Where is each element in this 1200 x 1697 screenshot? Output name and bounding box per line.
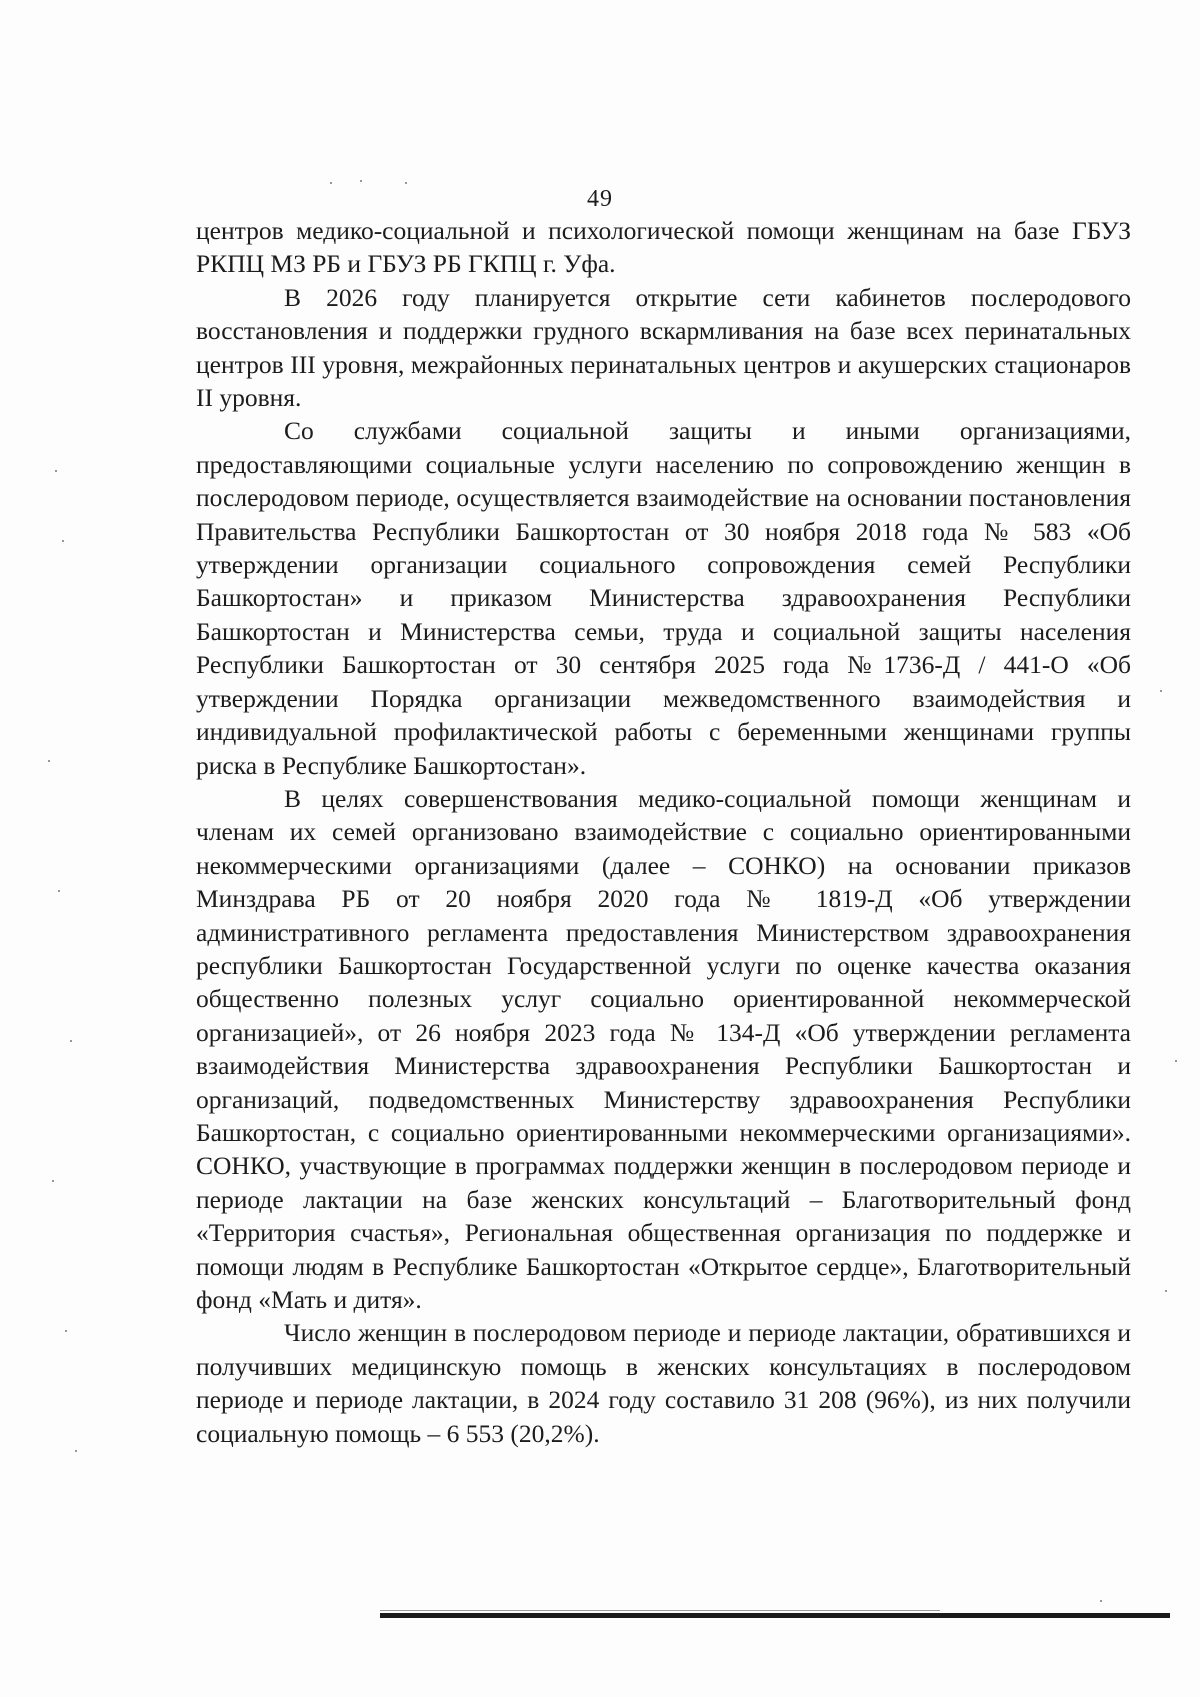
scan-speck [75, 1450, 77, 1452]
document-body [196, 214, 1131, 1450]
scan-speck [58, 890, 60, 892]
scan-speck [48, 760, 50, 762]
paragraph: В целях совершенствования медико-социальной помощи женщинам и членам их семей организовано взаимодействие с социально ориентированными некоммерческими организациями (далее – СОНКО) на основании приказов Минздрава РБ от 20 ноября 2020 года № 1819-Д «Об утверждении административного регламента предоставления Министерством здравоохранения республики Башкортостан Государственной услуги по оценке качества оказания общественно полезных услуг социально ориентированной некоммерческой организацией», от 26 ноября 2023 года № 134-Д «Об утверждении регламента взаимодействия Министерства здравоохранения Республики Башкортостан и организаций, подведомственных Министерству здравоохранения Республики Башкортостан, с социально ориентированными некоммерческими организациями». СОНКО, участвующие в программах поддержки женщин в послеродовом периоде и периоде лактации на базе женских консультаций – Благотворительный фонд «Территория счастья», Региональная общественная организация по поддержке и помощи людям в Республике Башкортостан «Открытое сердце», Благотворительный фонд «Мать и дитя». [196, 783, 1131, 1314]
bottom-rule [380, 1613, 1170, 1618]
paragraph: Число женщин в послеродовом периоде и периоде лактации, обратившихся и получивших медицинскую помощь в женских консультациях в послеродовом периоде и периоде лактации, в 2024 году составило 31 208 (96%), из них получили социальную помощь – 6 553 (20,2%). [196, 1318, 1131, 1448]
scan-speck [1175, 1060, 1177, 1062]
paragraph: Со службами социальной защиты и иными организациями, предоставляющими социальные услуги населению по сопровождению женщин в послеродовом периоде, осуществляется взаимодействие на основании постановления Правительства Республики Башкортостан от 30 ноября 2018 года № 583 «Об утверждении организации социального сопровождения семей Республики Башкортостан» и приказом Министерства здравоохранения Республики Башкортостан и Министерства семьи, труда и социальной защиты населения Республики Башкортостан от 30 сентября 2025 года №1736-Д / 441-О «Об утверждении Порядка организации межведомственного взаимодействия и индивидуальной профилактической работы с беременными женщинами группы риска в Республике Башкортостан». [196, 416, 1131, 780]
bottom-rule-thin [380, 1610, 940, 1611]
scan-speck [1165, 1290, 1167, 1292]
scan-speck [62, 540, 64, 542]
paragraph: В 2026 году планируется открытие сети кабинетов послеродового восстановления и поддержки грудного вскармливания на базе всех перинатальных центров III уровня, межрайонных перинатальных центров и акушерских стационаров II уровня. [196, 282, 1131, 413]
scan-speck [330, 182, 332, 184]
scan-speck [70, 1040, 72, 1042]
scan-speck [65, 1330, 67, 1332]
scan-speck [52, 1180, 54, 1182]
scan-speck [55, 470, 57, 472]
page-number: 49 [587, 186, 613, 212]
scan-speck [360, 180, 362, 182]
scan-speck [1160, 690, 1162, 692]
scan-speck [1100, 1600, 1102, 1602]
scan-speck [405, 182, 407, 184]
paragraph-continuation: центров медико-социальной и психологической помощи женщинам на базе ГБУЗ РКПЦ МЗ РБ и ГБУЗ РБ ГКПЦ г. Уфа. [196, 216, 1131, 279]
